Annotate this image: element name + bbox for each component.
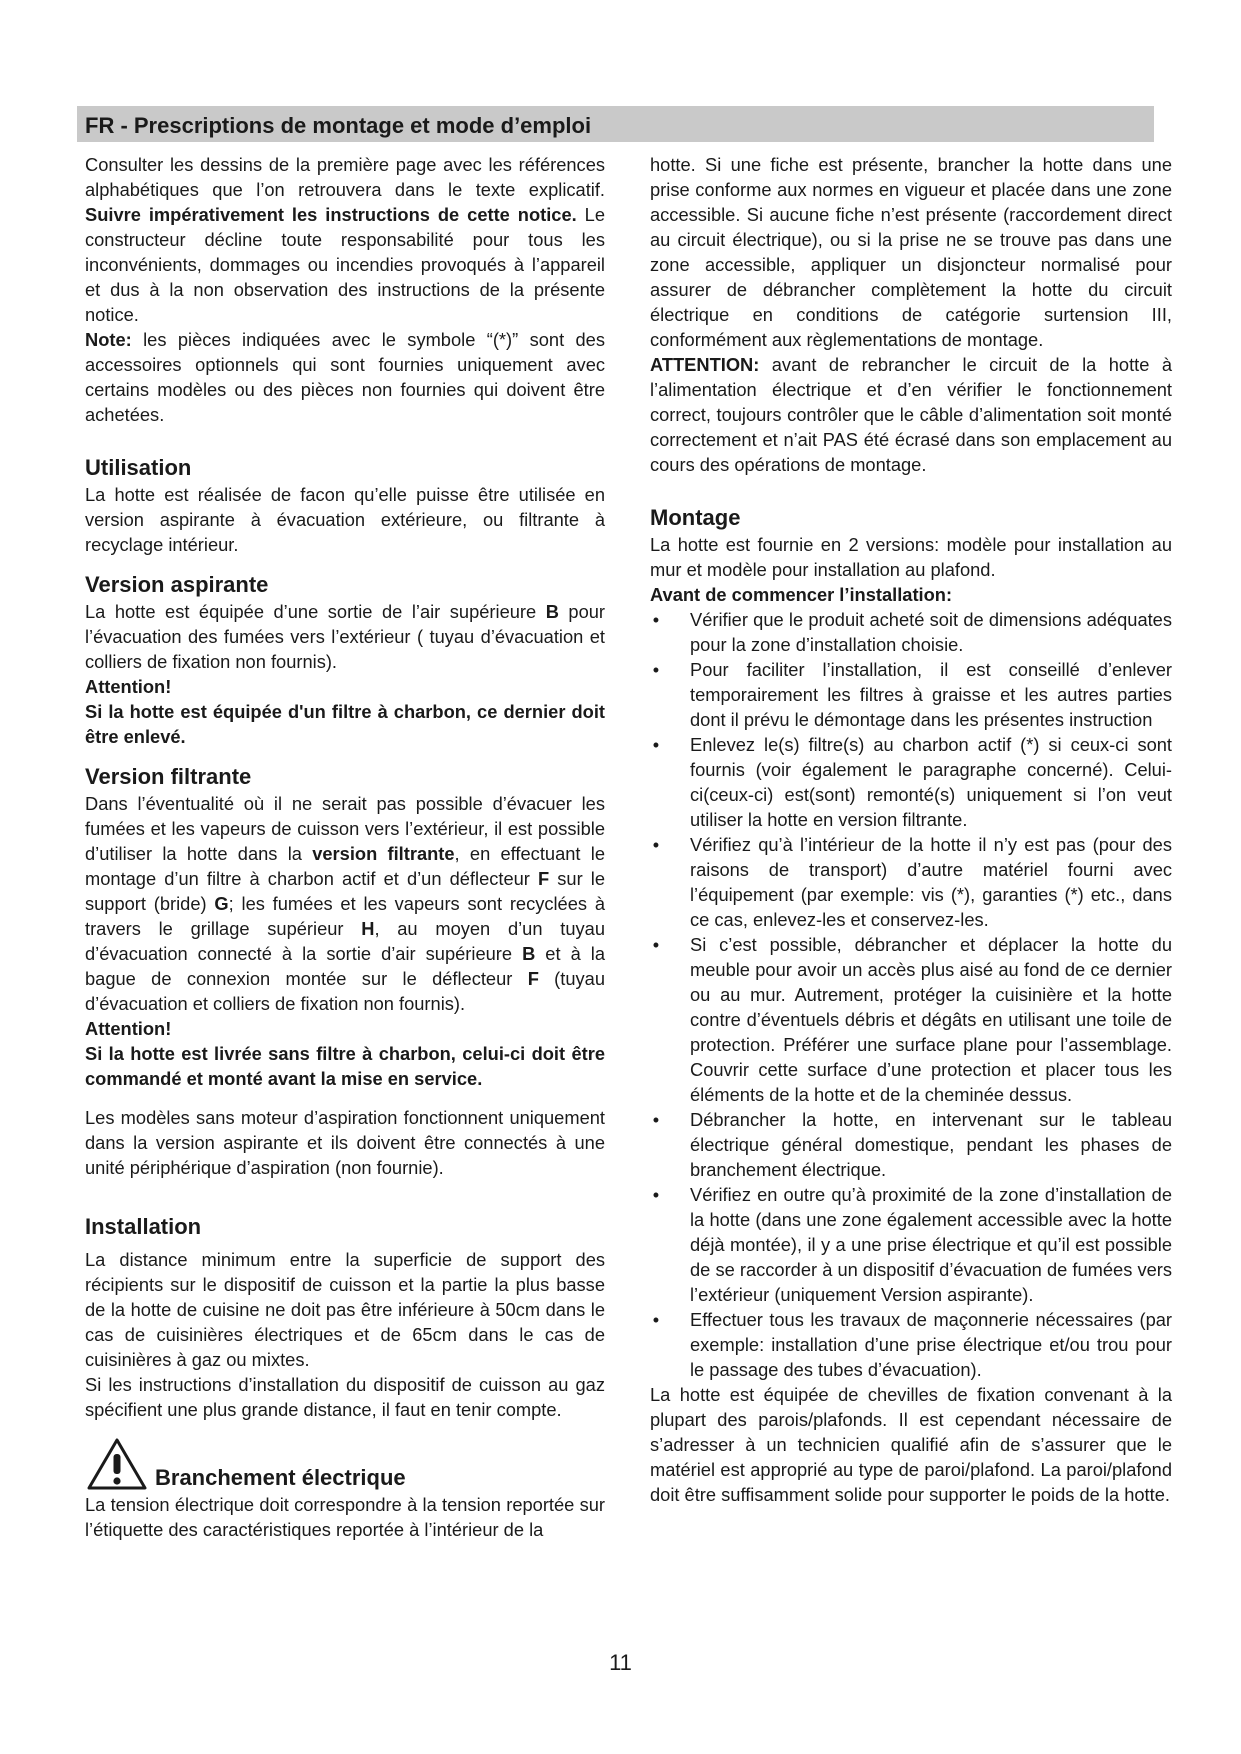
list-item-text: Vérifiez qu’à l’intérieur de la hotte il n’y est pas (pour des raisons de transport) d’autre matériel fourni avec l’équipement (par exemple: vis (*), garanties (*) etc., dans ce cas, enlevez-les et conservez-les.	[690, 834, 1172, 930]
list-item	[650, 732, 1172, 832]
aspirante-text-part: La hotte est équipée d’une sortie de l’air supérieure	[85, 601, 546, 622]
filtrante-text-part: sur le support (bride)	[85, 868, 605, 914]
filtrante-warning	[85, 1041, 605, 1091]
intro-paragraph	[85, 152, 605, 327]
list-item	[650, 1307, 1172, 1382]
chevilles-paragraph: La hotte est équipée de chevilles de fixation convenant à la plupart des parois/plafonds. Il est cependant nécessaire de s’adresser à un technicien qualifié afin de s’assurer que le matériel est approprié au type de paroi/plafond. La paroi/plafond doit être suffisamment solide pour supporter le poids de la hotte.	[650, 1384, 1172, 1505]
filtrante-text-part: Dans l’éventualité où il ne serait pas possible d’évacuer les fumées et les vapeurs de cuisson vers l’extérieur, il est possible d’utiliser la hotte dans la	[85, 793, 605, 864]
avant-heading	[650, 582, 1172, 607]
filtrante-ref-f: F	[527, 968, 539, 989]
intro-text-2: Le constructeur décline toute responsabilité pour tous les inconvénients, dommages ou incendies provoqués à l’appareil et dus à la non observation des instructions de la présente notice.	[85, 204, 605, 325]
bullet-marker: •	[652, 659, 660, 680]
installation-paragraph-1: La distance minimum entre la superficie de support des récipients sur le dispositif de cuisson et la partie la plus basse de la hotte de cuisine ne doit pas être inférieure à 50cm dans le cas de cuisinières électriques et de 65cm dans le cas de cuisinières à gaz ou mixtes.	[85, 1249, 605, 1370]
list-item-text: Effectuer tous les travaux de maçonnerie nécessaires (par exemple: installation d’une prise électrique et/ou trou pour le passage des tubes d’évacuation).	[690, 1309, 1172, 1380]
list-item-text: Débrancher la hotte, en intervenant sur le tableau électrique général domestique, pendant les phases de branchement électrique.	[690, 1109, 1172, 1180]
filtrante-text-part: , au moyen d’un tuyau d’évacuation connecté à la sortie d’air supérieure	[85, 918, 605, 964]
intro-text-1: Consulter les dessins de la première page avec les références alphabétiques que l’on retrouvera dans le texte explicatif.	[85, 154, 605, 200]
bullet-marker: •	[652, 1184, 660, 1205]
filtrante-ref-b: B	[522, 943, 536, 964]
list-item	[650, 932, 1172, 1107]
list-item	[650, 1182, 1172, 1307]
warning-text: Si la hotte est équipée d'un filtre à charbon, ce dernier doit être enlevé.	[85, 701, 605, 747]
left-column	[85, 152, 605, 1542]
list-item-text: Vérifier que le produit acheté soit de dimensions adéquates pour la zone d’installation choisie.	[690, 609, 1172, 655]
section-title-bar	[77, 106, 1154, 142]
attention-label: ATTENTION:	[650, 354, 760, 375]
right-column	[650, 152, 1172, 1507]
warning-text: Si la hotte est livrée sans filtre à charbon, celui-ci doit être commandé et monté avant la mise en service.	[85, 1043, 605, 1089]
filtrante-attention	[85, 1016, 605, 1041]
list-item-text: Si c’est possible, débrancher et déplacer la hotte du meuble pour avoir un accès plus aisé au fond de ce dernier ou au mur. Autrement, protéger la cuisinière et la hotte contre d’éventuels débris et dégâts en utilisant une toile de protection. Préférer une surface plane pour l’assemblage. Couvrir cette surface d’une protection et placer tous les éléments de la hotte et de la cheminée dessus.	[690, 934, 1172, 1105]
bullet-marker: •	[652, 834, 660, 855]
list-item-text: Enlevez le(s) filtre(s) au charbon actif (*) si ceux-ci sont fournis (voir également le paragraphe concerné). Celui-ci(ceux-ci) est(sont) remonté(s) uniquement si l’on veut utiliser la hotte en version filtrante.	[690, 734, 1172, 830]
attention-paragraph	[650, 352, 1172, 477]
bullet-marker: •	[652, 1309, 660, 1330]
list-item	[650, 607, 1172, 657]
modeles-paragraph: Les modèles sans moteur d’aspiration fonctionnent uniquement dans la version aspirante et ils doivent être connectés à une unité périphérique d’aspiration (non fournie).	[85, 1107, 605, 1178]
list-item-text: Pour faciliter l’installation, il est conseillé d’enlever temporairement les filtres à graisse et les autres parties dont il prévu le démontage dans les présentes instruction	[690, 659, 1172, 730]
version-aspirante-text	[85, 599, 605, 674]
attention-text: avant de rebrancher le circuit de la hotte à l’alimentation électrique et d’en vérifier le fonctionnement correct, toujours contrôler que le câble d’alimentation soit monté correctement et n’ait PAS été écrasé dans son emplacement au cours des opérations de montage.	[650, 354, 1172, 475]
installation-paragraph-2: Si les instructions d’installation du dispositif de cuisson au gaz spécifient une plus grande distance, il faut en tenir compte.	[85, 1374, 605, 1420]
attention-label: Attention!	[85, 1018, 172, 1039]
warning-triangle-icon	[85, 1436, 149, 1492]
filtrante-ref-h: H	[361, 918, 375, 939]
bullet-marker: •	[652, 734, 660, 755]
utilisation-heading: Utilisation	[85, 455, 192, 480]
filtrante-ref-f: F	[538, 868, 550, 889]
montage-heading: Montage	[650, 505, 741, 530]
montage-text: La hotte est fournie en 2 versions: modèle pour installation au mur et modèle pour installation au plafond.	[650, 534, 1172, 580]
filtrante-ref-g: G	[214, 893, 229, 914]
version-filtrante-text	[85, 791, 605, 1016]
avant-title: Avant de commencer l’installation:	[650, 584, 953, 605]
attention-label: Attention!	[85, 676, 172, 697]
note-paragraph	[85, 327, 605, 427]
version-filtrante-heading: Version filtrante	[85, 764, 252, 789]
aspirante-warning	[85, 699, 605, 749]
note-label: Note:	[85, 329, 132, 350]
note-text: les pièces indiquées avec le symbole “(*)” sont des accessoires optionnels qui sont fournies uniquement avec certains modèles ou des pièces non fournies qui doivent être achetées.	[85, 329, 605, 425]
intro-bold-instruction: Suivre impérativement les instructions de cette notice.	[85, 204, 577, 225]
list-item	[650, 832, 1172, 932]
aspirante-attention	[85, 674, 605, 699]
aspirante-text-part: pour l’évacuation des fumées vers l’extérieur ( tuyau d’évacuation et colliers de fixation non fournis).	[85, 601, 605, 672]
filtrante-text-part: (tuyau d’évacuation et colliers de fixation non fournis).	[85, 968, 605, 1014]
filtrante-text-part: , en effectuant le montage d’un filtre à charbon actif et d’un déflecteur	[85, 843, 605, 889]
page-number: 11	[609, 1650, 632, 1675]
bullet-marker: •	[652, 609, 660, 630]
list-item-text: Vérifiez en outre qu’à proximité de la zone d’installation de la hotte (dans une zone également accessible avec la hotte déjà montée), il y a une prise électrique et qu’il est possible de se raccorder à un dispositif d’évacuation de fumées vers l’extérieur (uniquement Version aspirante).	[690, 1184, 1172, 1305]
aspirante-ref-b: B	[545, 601, 559, 622]
filtrante-text-part: ; les fumées et les vapeurs sont recyclées à travers le grillage supérieur	[85, 893, 605, 939]
installation-checklist	[650, 607, 1172, 1382]
branchement-heading-row	[85, 1436, 605, 1492]
filtrante-text-part: et à la bague de connexion montée sur le déflecteur	[85, 943, 605, 989]
branchement-continued: hotte. Si une fiche est présente, brancher la hotte dans une prise conforme aux normes en vigueur et placée dans une zone accessible. Si aucune fiche n’est présente (raccordement direct au circuit électrique), ou si la prise ne se trouve pas dans une zone accessible, appliquer un disjoncteur normalisé pour assurer de débrancher complètement la hotte du circuit électrique en conditions de catégorie surtension III, conformément aux règlementations de montage.	[650, 154, 1172, 350]
list-item	[650, 1107, 1172, 1182]
bullet-marker: •	[652, 934, 660, 955]
list-item	[650, 657, 1172, 732]
page-title: FR - Prescriptions de montage et mode d’emploi	[85, 113, 592, 138]
utilisation-text: La hotte est réalisée de facon qu’elle puisse être utilisée en version aspirante à évacuation extérieure, ou filtrante à recyclage intérieur.	[85, 484, 605, 555]
filtrante-bold: version filtrante	[312, 843, 455, 864]
bullet-marker: •	[652, 1109, 660, 1130]
version-aspirante-heading: Version aspirante	[85, 572, 269, 597]
branchement-text: La tension électrique doit correspondre à la tension reportée sur l’étiquette des caractéristiques reportée à l’intérieur de la	[85, 1494, 605, 1540]
installation-heading: Installation	[85, 1214, 202, 1239]
branchement-heading: Branchement électrique	[155, 1465, 406, 1490]
